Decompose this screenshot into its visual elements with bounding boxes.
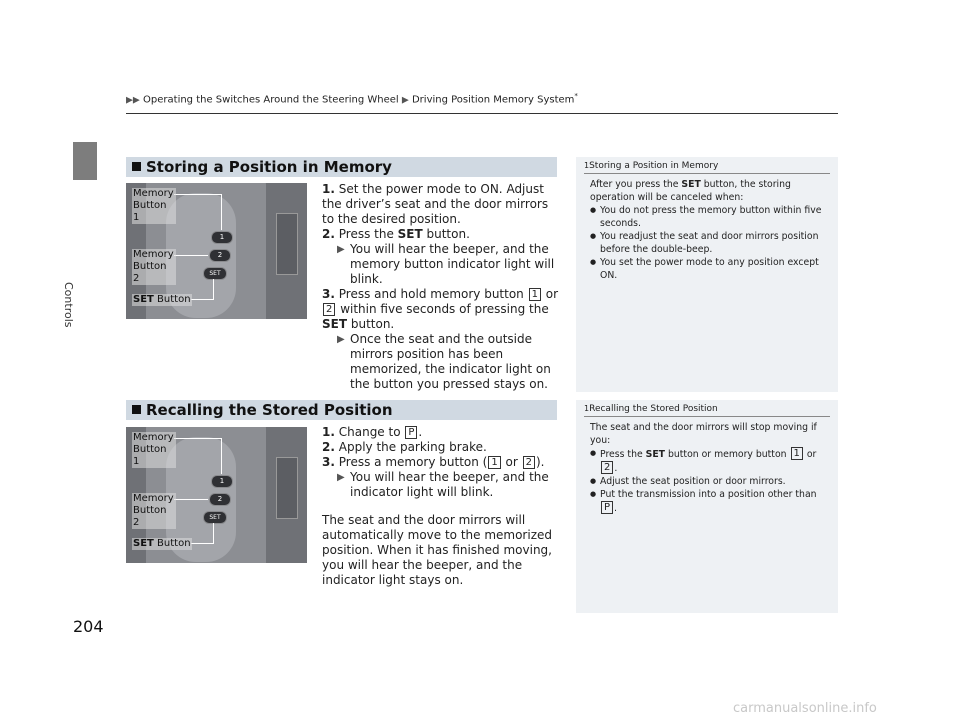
label-set-button: SET Button xyxy=(133,538,191,549)
key-2-icon: 2 xyxy=(601,461,613,474)
key-p-icon: P xyxy=(601,501,613,514)
memory-button-2-icon: 2 xyxy=(209,493,231,506)
side-tab-label: Controls xyxy=(62,282,75,328)
step-sub: ▶ You will hear the beeper, and the memory button indicator light will blink. xyxy=(337,242,555,286)
side-tab-marker xyxy=(73,142,97,180)
note-recalling xyxy=(576,400,838,613)
step-item: 2. Press the SET button. xyxy=(322,227,470,241)
section-header-storing xyxy=(126,157,557,177)
result-arrow-icon: ▶ xyxy=(337,244,345,255)
key-2-icon: 2 xyxy=(323,303,335,316)
header-rule xyxy=(126,113,838,114)
page-number: 204 xyxy=(73,617,104,636)
note-marker-icon: 1 xyxy=(584,404,590,413)
step-item: 1. Set the power mode to ON. Adjust the driver’s seat and the door mirrors to the desired position. xyxy=(322,182,549,226)
step-item: 3. Press and hold memory button 1 or 2 within five seconds of pressing the SET button. xyxy=(322,287,559,331)
memory-buttons-photo xyxy=(126,183,307,319)
note-bullet: ● You readjust the seat and door mirrors position before the double-beep. xyxy=(590,230,830,256)
note-bullet: ● You do not press the memory button within five seconds. xyxy=(590,204,830,230)
result-arrow-icon: ▶ xyxy=(337,472,345,483)
label-memory-button-2: Memory Button 2 xyxy=(132,249,176,285)
note-title: 1Storing a Position in Memory xyxy=(584,161,830,174)
step-sub: ▶ You will hear the beeper, and the indicator light will blink. xyxy=(337,470,549,499)
step-sub: ▶ Once the seat and the outside mirrors position has been memorized, the indicator light on the button you pressed stays on. xyxy=(337,332,551,391)
key-1-icon: 1 xyxy=(791,447,803,460)
section-title: Recalling the Stored Position xyxy=(146,401,393,419)
section-title: Storing a Position in Memory xyxy=(146,158,392,176)
square-bullet-icon xyxy=(132,162,141,171)
label-memory-button-2: Memory Button 2 xyxy=(132,493,176,529)
breadcrumb-arrow-icon: ▶ xyxy=(401,95,409,106)
step-item: 3. Press a memory button ( 1 or 2 ). xyxy=(322,455,545,469)
square-bullet-icon xyxy=(132,405,141,414)
step-item: 2. Apply the parking brake. xyxy=(322,440,487,454)
note-title: 1Recalling the Stored Position xyxy=(584,404,830,417)
label-memory-button-1: Memory Button 1 xyxy=(132,432,176,468)
breadcrumb-arrow-icon: ▶▶ xyxy=(126,95,140,106)
recalling-steps xyxy=(322,425,562,588)
watermark: carmanualsonline.info xyxy=(733,701,877,716)
result-arrow-icon: ▶ xyxy=(337,334,345,345)
breadcrumb-part1[interactable]: Operating the Switches Around the Steering Wheel xyxy=(143,94,399,106)
asterisk: * xyxy=(574,92,578,100)
memory-button-1-icon: 1 xyxy=(211,231,233,244)
note-bullet: ● Press the SET button or memory button 1 or 2 . xyxy=(590,447,830,475)
memory-buttons-photo-2 xyxy=(126,427,307,563)
recall-paragraph: The seat and the door mirrors will automatically move to the memorized position. When it has finished moving, you will hear the beeper, and the indicator light stays on. xyxy=(322,513,552,587)
key-p-icon: P xyxy=(405,426,417,439)
note-bullet: ● You set the power mode to any position except ON. xyxy=(590,256,830,282)
memory-button-1-icon: 1 xyxy=(211,475,233,488)
set-button-icon: SET xyxy=(203,511,227,524)
label-set-button: SET Button xyxy=(133,294,191,305)
note-intro: After you press the SET button, the storing operation will be canceled when: xyxy=(590,179,791,203)
key-1-icon: 1 xyxy=(529,288,541,301)
storing-steps xyxy=(322,182,562,392)
note-bullet: ● Adjust the seat position or door mirrors. xyxy=(590,475,830,488)
note-storing xyxy=(576,157,838,392)
note-intro: The seat and the door mirrors will stop moving if you: xyxy=(590,422,817,446)
note-bullet: ● Put the transmission into a position other than P . xyxy=(590,488,830,515)
key-2-icon: 2 xyxy=(523,456,535,469)
key-1-icon: 1 xyxy=(488,456,500,469)
memory-button-2-icon: 2 xyxy=(209,249,231,262)
breadcrumb xyxy=(126,92,578,105)
step-item: 1. Change to P . xyxy=(322,425,423,439)
set-button-icon: SET xyxy=(203,267,227,280)
label-memory-button-1: Memory Button 1 xyxy=(132,188,176,224)
section-header-recalling xyxy=(126,400,557,420)
breadcrumb-part2[interactable]: Driving Position Memory System xyxy=(411,94,575,106)
note-marker-icon: 1 xyxy=(584,161,590,170)
